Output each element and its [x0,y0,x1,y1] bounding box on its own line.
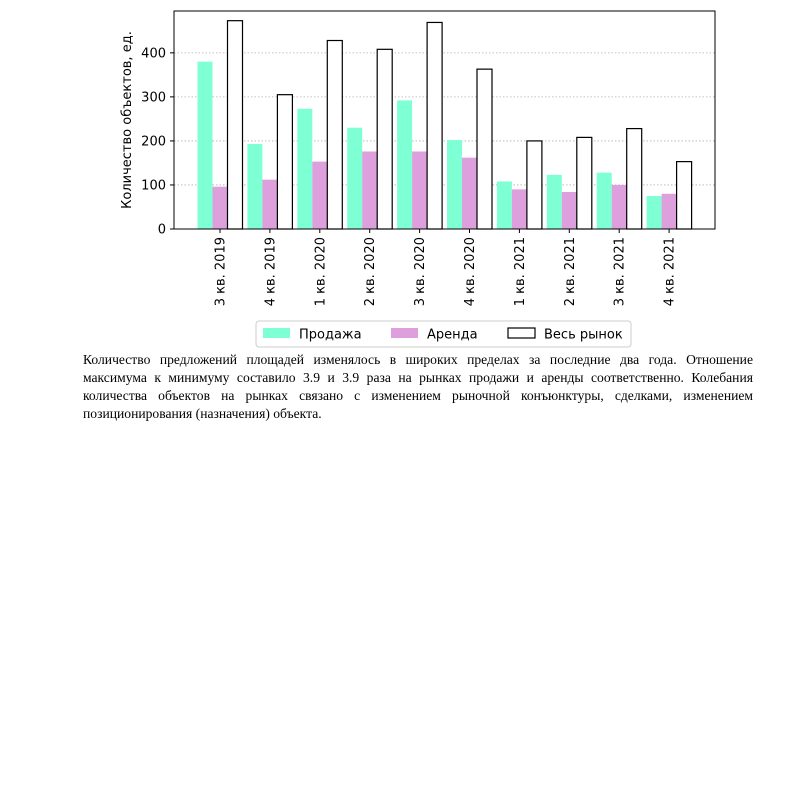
x-tick-label: 3 кв. 2021 [612,237,628,307]
legend-label: Весь рынок [544,327,623,343]
bar-rent [412,151,427,229]
y-tick-label: 0 [157,222,166,238]
x-tick-label: 4 кв. 2021 [662,237,678,307]
x-tick-label: 2 кв. 2020 [363,237,379,307]
bar-sale [597,173,612,229]
bar-chart [0,0,788,350]
y-axis [141,46,174,237]
x-tick-label: 4 кв. 2020 [463,237,478,307]
bar-sale [397,100,412,229]
bar-rent [213,187,228,229]
bar-rent [612,185,627,229]
y-tick-label: 400 [141,46,166,62]
bar-total [377,49,392,229]
bar-rent [362,151,377,229]
chart-caption: Количество предложений площадей изменялось в широких пределах за последние два года. Отношение максимума к минимуму составило 3.9 и 3.9 раза на рынках продажи и аренды соответственно. Колебания количества объектов на рынках связано с изменением рыночной конъюнктуры, сделками, изменением позиционирования (назначения) объекта. [83,352,753,421]
bar-rent [662,194,677,229]
legend [256,321,631,347]
bar-sale [497,181,512,229]
bar-rent [562,192,577,229]
bar-rent [312,162,327,229]
bar-rent [262,180,277,229]
bar-rent [512,189,527,229]
bar-total [677,162,692,229]
bar-sale [447,140,462,229]
legend-label: Продажа [299,327,362,343]
x-tick-label: 1 кв. 2020 [313,237,329,307]
x-axis [214,229,678,306]
legend-swatch [391,328,418,338]
bar-sale [297,109,312,229]
legend-label: Аренда [427,327,478,343]
x-tick-label: 3 кв. 2020 [413,237,429,307]
x-tick-label: 1 кв. 2021 [512,237,528,307]
bar-total [427,22,442,229]
bar-total [627,129,642,229]
bar-total [277,95,292,229]
x-tick-label: 3 кв. 2019 [213,237,229,307]
bar-total [228,21,243,229]
bar-sale [347,128,362,229]
bar-sale [547,175,562,229]
bar-sale [247,144,262,229]
y-tick-label: 100 [141,178,166,194]
bar-total [327,41,342,229]
bar-total [527,141,542,229]
bar-sale [198,62,213,229]
bar-rent [462,158,477,229]
y-axis-label: Количество объектов, ед. [120,31,135,209]
legend-swatch [263,328,290,338]
bar-total [477,69,492,229]
legend-swatch [508,328,535,338]
x-tick-label: 4 кв. 2019 [263,237,279,307]
y-tick-label: 200 [141,134,166,150]
bars [198,21,692,229]
x-tick-label: 2 кв. 2021 [562,237,578,307]
y-tick-label: 300 [141,90,166,106]
bar-sale [647,196,662,229]
bar-total [577,137,592,229]
